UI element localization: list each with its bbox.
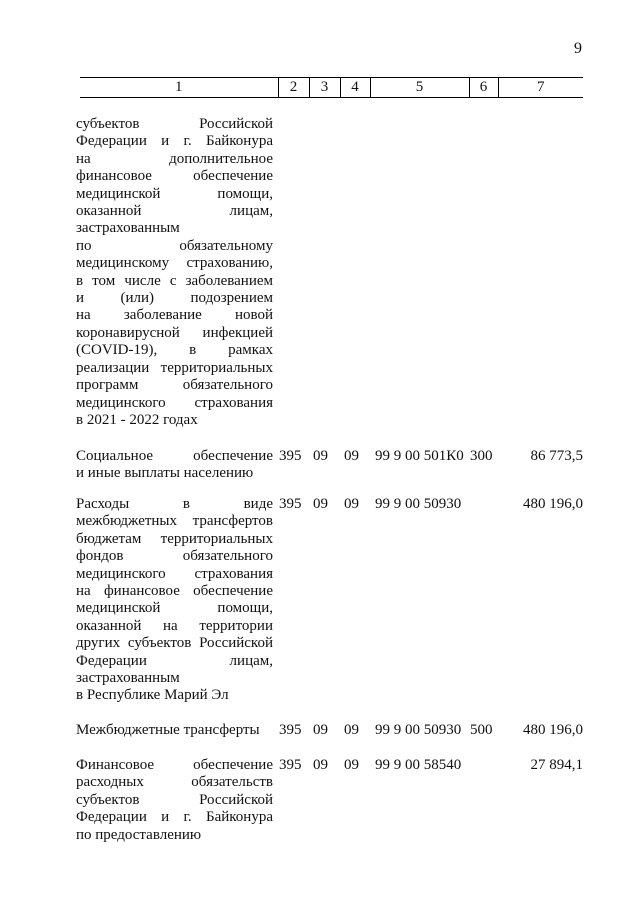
description-line: на заболевание новой (76, 307, 273, 324)
cell-subsection: 09 (344, 757, 359, 773)
description-line: в 2021 - 2022 годах (76, 411, 198, 428)
header-col-4: 4 (340, 78, 370, 98)
description-line: в том числе с заболеванием (76, 272, 273, 289)
description-line: и (или) подозрением (76, 290, 273, 307)
cell-section: 09 (313, 448, 328, 464)
cell-expense-type: 500 (470, 722, 493, 738)
cell-target-article: 99 9 00 50930 (375, 496, 462, 512)
description-line: по обязательному (76, 237, 273, 254)
description-line: медицинской помощи, (76, 185, 273, 202)
header-col-2: 2 (278, 78, 309, 98)
description-line: Финансовое обеспечение (76, 757, 273, 773)
description-line: и иные выплаты населению (76, 465, 254, 482)
cell-target-article: 99 9 00 50930 (375, 722, 462, 738)
description-line: реализации территориальных (76, 359, 273, 376)
description-line: бюджетам территориальных (76, 530, 273, 547)
header-col-1: 1 (80, 78, 278, 98)
page-number: 9 (574, 40, 582, 57)
description-line: оказанной на территории (76, 617, 273, 634)
cell-expense-type: 300 (470, 448, 493, 464)
cell-subsection: 09 (344, 448, 359, 464)
cell-section: 09 (313, 757, 328, 773)
cell-target-article: 99 9 00 58540 (375, 757, 462, 773)
cell-target-article: 99 9 00 501К0 (375, 448, 464, 464)
header-col-6: 6 (469, 78, 498, 98)
cell-section: 09 (313, 496, 328, 512)
cell-amount: 86 773,5 (530, 448, 583, 464)
header-col-3: 3 (309, 78, 340, 98)
cell-ministry-code: 395 (279, 722, 302, 738)
description-line: Федерации лицам, (76, 652, 273, 669)
description-line: по предоставлению (76, 826, 202, 843)
description-line: на финансовое обеспечение (76, 583, 273, 600)
description-line: других субъектов Российской (76, 635, 273, 652)
description-line: финансовое обеспечение (76, 168, 273, 185)
description-line: расходных обязательств (76, 774, 273, 791)
description-line: застрахованным (76, 670, 180, 687)
row-description (76, 448, 273, 483)
description-line: программ обязательного (76, 377, 273, 394)
description-line: (COVID-19), в рамках (76, 342, 273, 359)
cell-amount: 480 196,0 (523, 722, 583, 738)
description-line: медицинскому страхованию, (76, 255, 273, 272)
cell-amount: 480 196,0 (523, 496, 583, 512)
row-description (76, 496, 273, 705)
description-line: застрахованным (76, 220, 180, 237)
description-line: межбюджетных трансфертов (76, 513, 273, 530)
row-description (76, 116, 273, 429)
description-line: медицинского страхования (76, 565, 273, 582)
description-line: коронавирусной инфекцией (76, 324, 273, 341)
column-header-row (80, 77, 583, 98)
description-line: медицинского страхования (76, 394, 273, 411)
header-col-7: 7 (498, 78, 583, 98)
description-line: Межбюджетные трансферты (76, 722, 260, 738)
description-line: Федерации и г. Байконура (76, 133, 273, 150)
cell-subsection: 09 (344, 496, 359, 512)
description-line: медицинской помощи, (76, 600, 273, 617)
description-line: субъектов Российской (76, 791, 273, 808)
cell-section: 09 (313, 722, 328, 738)
description-line: в Республике Марий Эл (76, 687, 229, 704)
header-col-5: 5 (370, 78, 469, 98)
description-line: Федерации и г. Байконура (76, 809, 273, 826)
cell-ministry-code: 395 (279, 496, 302, 512)
cell-ministry-code: 395 (279, 757, 302, 773)
description-line: Расходы в виде (76, 496, 273, 512)
description-line: Социальное обеспечение (76, 448, 273, 464)
cell-ministry-code: 395 (279, 448, 302, 464)
description-line: субъектов Российской (76, 116, 273, 132)
description-line: на дополнительное (76, 150, 273, 167)
row-description (76, 722, 273, 739)
cell-amount: 27 894,1 (530, 757, 583, 773)
row-description (76, 757, 273, 844)
cell-subsection: 09 (344, 722, 359, 738)
description-line: оказанной лицам, (76, 203, 273, 220)
description-line: фондов обязательного (76, 548, 273, 565)
